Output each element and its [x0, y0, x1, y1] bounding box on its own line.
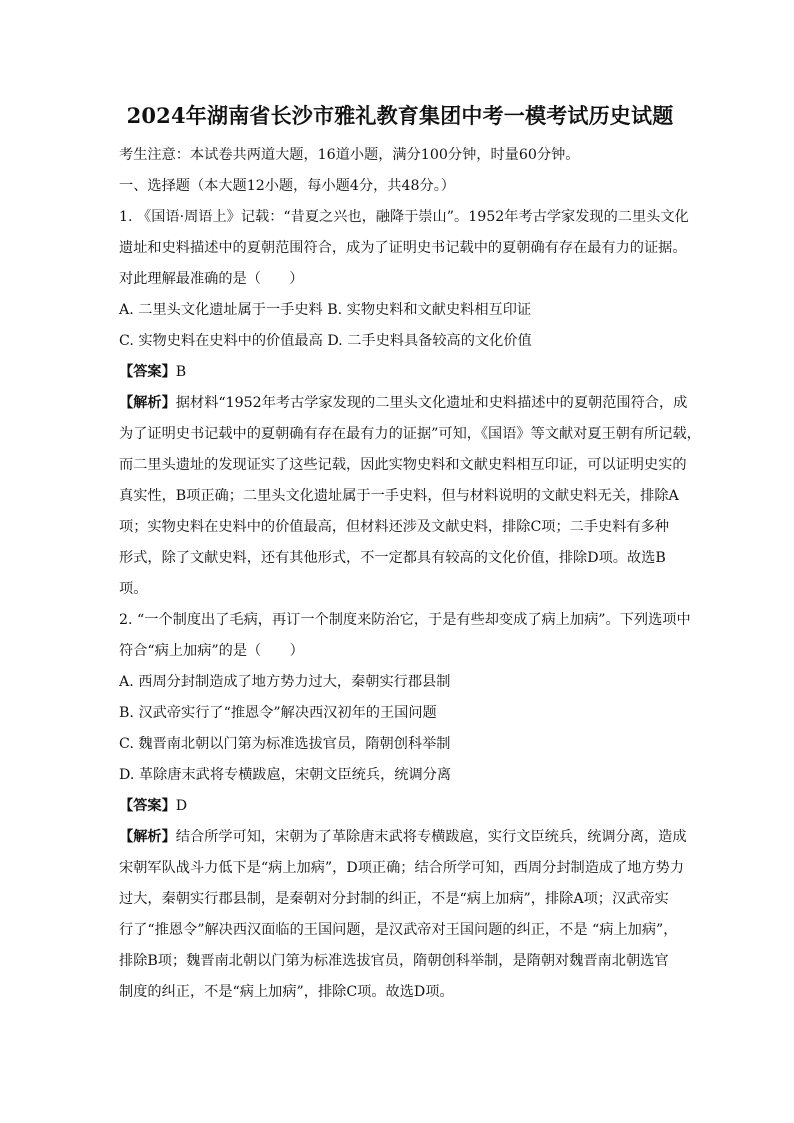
question-2-analysis-line-3: 过大，秦朝实行郡县制，是秦朝对分封制的纠正，不是“病上加病”，排除A项；汉武帝实	[119, 891, 669, 907]
question-1-stem-line-3: 对此理解最准确的是（ ）	[119, 271, 304, 287]
question-2-option-d: D. 革除唐末武将专横跋扈，宋朝文臣统兵，统调分离	[119, 767, 452, 783]
question-1-analysis-line-2: 为了证明史书记载中的夏朝确有存在最有力的证据”可知，《国语》等文献对夏王朝有所记载，	[119, 426, 701, 442]
question-1	[119, 202, 701, 605]
question-1-stem-line-1: 1. 《国语·周语上》记载：“昔夏之兴也，融降于崇山”。1952年考古学家发现的二里头文化	[119, 209, 689, 225]
question-1-analysis-line-1	[119, 388, 688, 419]
question-2-analysis-line-2: 宋朝军队战斗力低下是“病上加病”，D项正确；结合所学可知，西周分封制造成了地方势力	[119, 860, 685, 876]
question-1-analysis-line-3: 而二里头遗址的发现证实了这些记载，因此实物史料和文献史料相互印证，可以证明史实的	[119, 457, 687, 473]
analysis-text: 结合所学可知，宋朝为了革除唐末武将专横跋扈，实行文臣统兵，统调分离，造成	[175, 829, 687, 845]
question-1-analysis-line-4: 真实性，B项正确；二里头文化遗址属于一手史料，但与材料说明的文献史料无关，排除A	[119, 488, 679, 504]
question-2-answer	[119, 791, 681, 822]
question-2-stem-line-1: 2. “一个制度出了毛病，再订一个制度来防治它，于是有些却变成了病上加病”。下列选项中	[119, 612, 691, 628]
question-2-option-b: B. 汉武帝实行了“推恩令”解决西汉初年的王国问题	[119, 705, 437, 721]
question-1-options-line-1: A. 二里头文化遗址属于一手史料 B. 实物史料和文献史料相互印证	[119, 302, 532, 318]
exam-notice: 考生注意：本试卷共两道大题，16道小题，满分100分钟，时量60分钟。	[119, 147, 580, 163]
question-2-stem-line-2: 符合“病上加病”的是（ ）	[119, 643, 304, 659]
question-1-options-line-2: C. 实物史料在史料中的价值最高 D. 二手史料具备较高的文化价值	[119, 333, 532, 349]
analysis-text: 据材料“1952年考古学家发现的二里头文化遗址和史料描述中的夏朝范围符合，成	[175, 395, 688, 411]
question-1-analysis-line-6: 形式，除了文献史料，还有其他形式，不一定都具有较高的文化价值，排除D项。故选B	[119, 550, 666, 566]
analysis-label: 【解析】	[119, 395, 176, 411]
question-1-stem-line-2: 遗址和史料描述中的夏朝范围符合，成为了证明史书记载中的夏朝确有存在最有力的证据。	[119, 240, 687, 256]
question-1-analysis-line-5: 项；实物史料在史料中的价值最高，但材料还涉及文献史料，排除C项；二手史料有多种	[119, 519, 669, 535]
answer-label: 【答案】	[119, 798, 176, 814]
question-2-option-c: C. 魏晋南北朝以门第为标准选拔官员，隋朝创科举制	[119, 736, 451, 752]
page-content	[119, 103, 701, 1008]
question-2-option-a: A. 西周分封制造成了地方势力过大，秦朝实行郡县制	[119, 674, 451, 690]
section-heading: 一、选择题（本大题12小题，每小题4分，共48分。）	[119, 178, 455, 194]
answer-value: D	[175, 798, 188, 814]
question-2-analysis-line-1	[119, 822, 687, 853]
question-1-answer	[119, 357, 681, 388]
question-2	[119, 605, 691, 1008]
question-1-analysis-line-7: 项。	[119, 581, 148, 597]
analysis-label: 【解析】	[119, 829, 176, 845]
question-2-analysis-line-4: 行了“推恩令”解决西汉面临的王国问题，是汉武帝对王国问题的纠正，不是 “病上加病”，	[119, 922, 678, 938]
question-2-analysis-line-6: 制度的纠正，不是“病上加病”，排除C项。故选D项。	[119, 984, 454, 1000]
page-title: 2024年湖南省长沙市雅礼教育集团中考一模考试历史试题	[126, 103, 674, 128]
question-2-analysis-line-5: 排除B项；魏晋南北朝以门第为标准选拔官员，隋朝创科举制，是隋朝对魏晋南北朝选官	[119, 953, 669, 969]
answer-label: 【答案】	[119, 364, 176, 380]
answer-value: B	[175, 364, 187, 380]
